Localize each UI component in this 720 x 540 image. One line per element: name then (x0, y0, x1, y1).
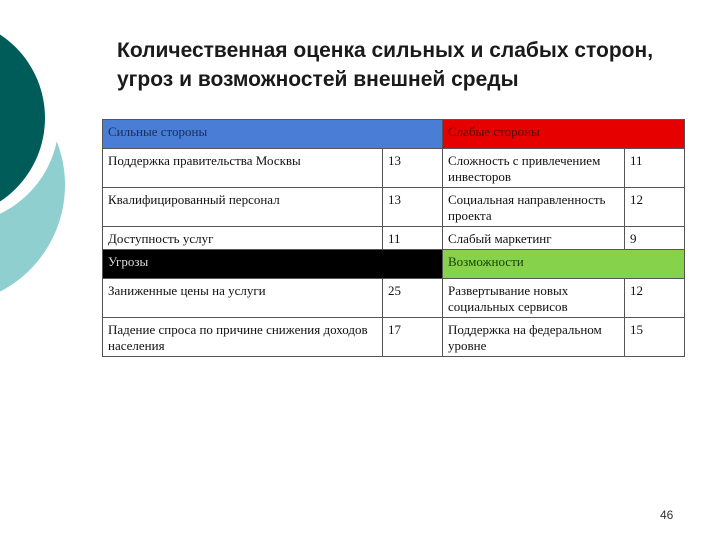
header-row-2 (103, 250, 685, 279)
weakness-cell: Сложность с привлечением инвесторов (443, 149, 625, 188)
weakness-cell: Слабый маркетинг (443, 227, 625, 250)
opportunity-score: 12 (625, 279, 685, 318)
strength-score: 13 (383, 188, 443, 227)
weakness-score: 9 (625, 227, 685, 250)
strength-cell: Поддержка правительства Москвы (103, 149, 383, 188)
strength-cell: Доступность услуг (103, 227, 383, 250)
opportunity-cell: Развертывание новых социальных сервисов (443, 279, 625, 318)
threat-score: 17 (383, 318, 443, 357)
swot-table (102, 119, 685, 357)
strengths-header: Сильные стороны (103, 120, 443, 149)
strength-score: 13 (383, 149, 443, 188)
strength-score: 11 (383, 227, 443, 250)
table-row (103, 149, 685, 188)
opportunity-cell: Поддержка на федеральном уровне (443, 318, 625, 357)
threats-header: Угрозы (103, 250, 443, 279)
opportunity-score: 15 (625, 318, 685, 357)
weaknesses-header: Слабые стороны (443, 120, 685, 149)
opportunities-header: Возможности (443, 250, 685, 279)
header-row-1 (103, 120, 685, 149)
decorative-circles (0, 0, 80, 300)
threat-cell: Заниженные цены на услуги (103, 279, 383, 318)
page-number: 46 (660, 508, 674, 522)
threat-score: 25 (383, 279, 443, 318)
weakness-cell: Социальная направленность проекта (443, 188, 625, 227)
weakness-score: 12 (625, 188, 685, 227)
table-row (103, 279, 685, 318)
strength-cell: Квалифицированный персонал (103, 188, 383, 227)
threat-cell: Падение спроса по причине снижения доходов населения (103, 318, 383, 357)
table-row (103, 188, 685, 227)
table-row (103, 318, 685, 357)
table-row (103, 227, 685, 250)
slide-title: Количественная оценка сильных и слабых сторон, угроз и возможностей внешней среды (117, 39, 654, 91)
weakness-score: 11 (625, 149, 685, 188)
